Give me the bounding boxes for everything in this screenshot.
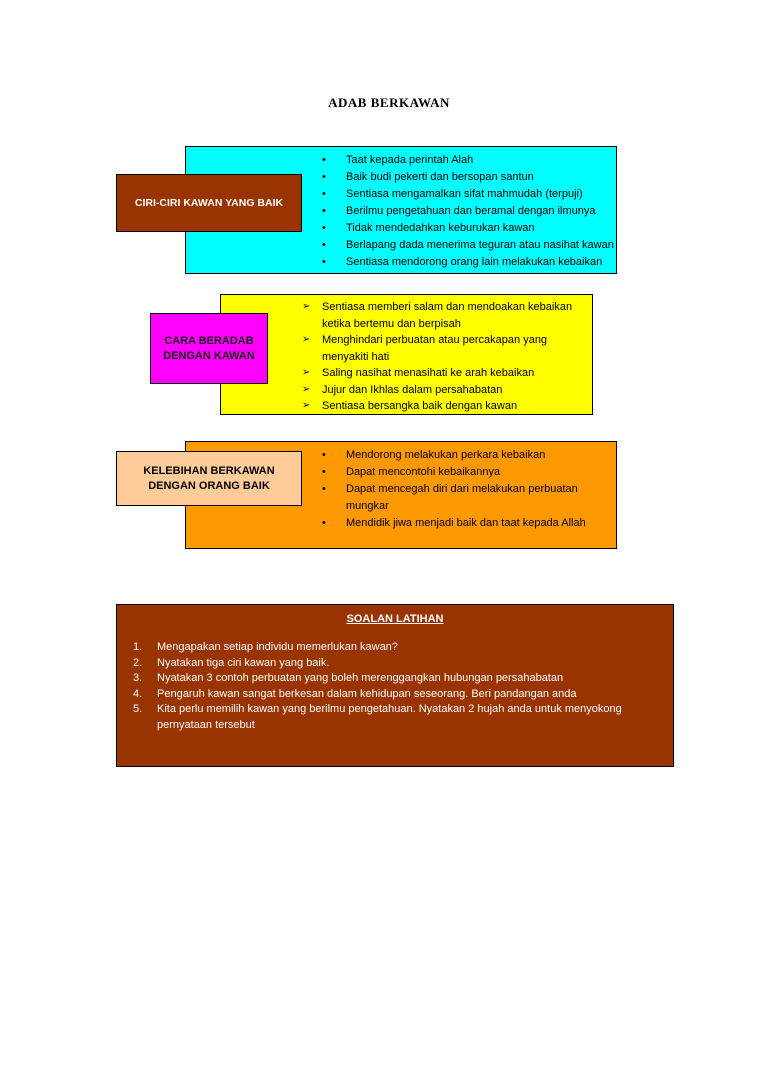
list-item: • Mendidik jiwa menjadi baik dan taat kepada Allah	[316, 515, 611, 532]
list-item: ➢ Menghindari perbuatan atau percakapan yang menyakiti hati	[302, 334, 548, 363]
arrow-bullet-icon: ➢	[302, 334, 311, 345]
list-item: • Dapat mencegah diri dari melakukan perbuatan mungkar	[322, 483, 578, 512]
arrow-bullet-icon: ➢	[302, 301, 311, 312]
question-item: 1. Mengapakan setiap individu memerlukan kawan?	[133, 641, 398, 653]
list-item: • Taat kepada perintah Alah	[316, 152, 614, 169]
question-item: 2. Nyatakan tiga ciri kawan yang baik.	[133, 656, 330, 669]
question-item: 4. Pengaruh kawan sangat berkesan dalam kehidupan seseorang. Beri pandangan anda	[133, 687, 577, 700]
question-item: 5. Kita perlu memilih kawan yang berilmu pengetahuan. Nyatakan 2 hujah anda untuk menyokong pernyataan tersebut	[133, 703, 622, 731]
list-item: • Dapat mencontohi kebaikannya	[316, 464, 611, 481]
bullet-icon: •	[322, 466, 326, 478]
arrow-bullet-icon: ➢	[302, 383, 311, 395]
ciri-ciri-label: CIRI-CIRI KAWAN YANG BAIK	[116, 174, 302, 232]
list-item: • Mendorong melakukan perkara kebaikan	[316, 447, 611, 464]
bullet-icon: •	[322, 256, 326, 268]
list-item: • Berilmu pengetahuan dan beramal dengan ilmunya	[316, 203, 614, 220]
kelebihan-label: KELEBIHAN BERKAWAN DENGAN ORANG BAIK	[116, 451, 302, 506]
soalan-latihan-box	[116, 604, 674, 767]
cara-beradab-list	[300, 299, 590, 415]
arrow-bullet-icon: ➢	[302, 367, 311, 378]
bullet-icon: •	[322, 239, 326, 251]
bullet-icon: •	[322, 222, 326, 234]
soalan-latihan-title: SOALAN LATIHAN	[346, 613, 444, 625]
list-item: • Baik budi pekerti dan bersopan santun	[316, 169, 614, 186]
list-item: • Tidak mendedahkan keburukan kawan	[316, 220, 614, 237]
list-item: ➢ Saling nasihat menasihati ke arah kebaikan	[300, 365, 590, 382]
list-item: ➢ Sentiasa memberi salam dan mendoakan kebaikan ketika bertemu dan berpisah	[302, 301, 573, 330]
bullet-icon: •	[322, 154, 326, 166]
cara-beradab-label: CARA BERADAB DENGAN KAWAN	[150, 313, 268, 384]
list-item: • Sentiasa mendorong orang lain melakukan kebaikan	[316, 254, 614, 271]
bullet-icon: •	[322, 205, 326, 217]
bullet-icon: •	[322, 188, 326, 200]
bullet-icon: •	[322, 517, 326, 529]
question-list	[133, 640, 663, 733]
list-item: ➢ Jujur dan Ikhlas dalam persahabatan	[300, 382, 590, 399]
kelebihan-list	[316, 447, 611, 532]
ciri-ciri-list	[316, 152, 614, 271]
arrow-bullet-icon: ➢	[302, 400, 311, 411]
page-title: ADAB BERKAWAN	[328, 95, 450, 110]
bullet-icon: •	[322, 483, 326, 495]
list-item: ➢ Sentiasa bersangka baik dengan kawan	[300, 398, 590, 415]
bullet-icon: •	[322, 449, 326, 461]
list-item: • Sentiasa mengamalkan sifat mahmudah (terpuji)	[316, 186, 614, 203]
list-item: • Berlapang dada menerima teguran atau nasihat kawan	[316, 237, 614, 254]
bullet-icon: •	[322, 171, 326, 183]
question-item: 3. Nyatakan 3 contoh perbuatan yang boleh merenggangkan hubungan persahabatan	[133, 672, 564, 684]
